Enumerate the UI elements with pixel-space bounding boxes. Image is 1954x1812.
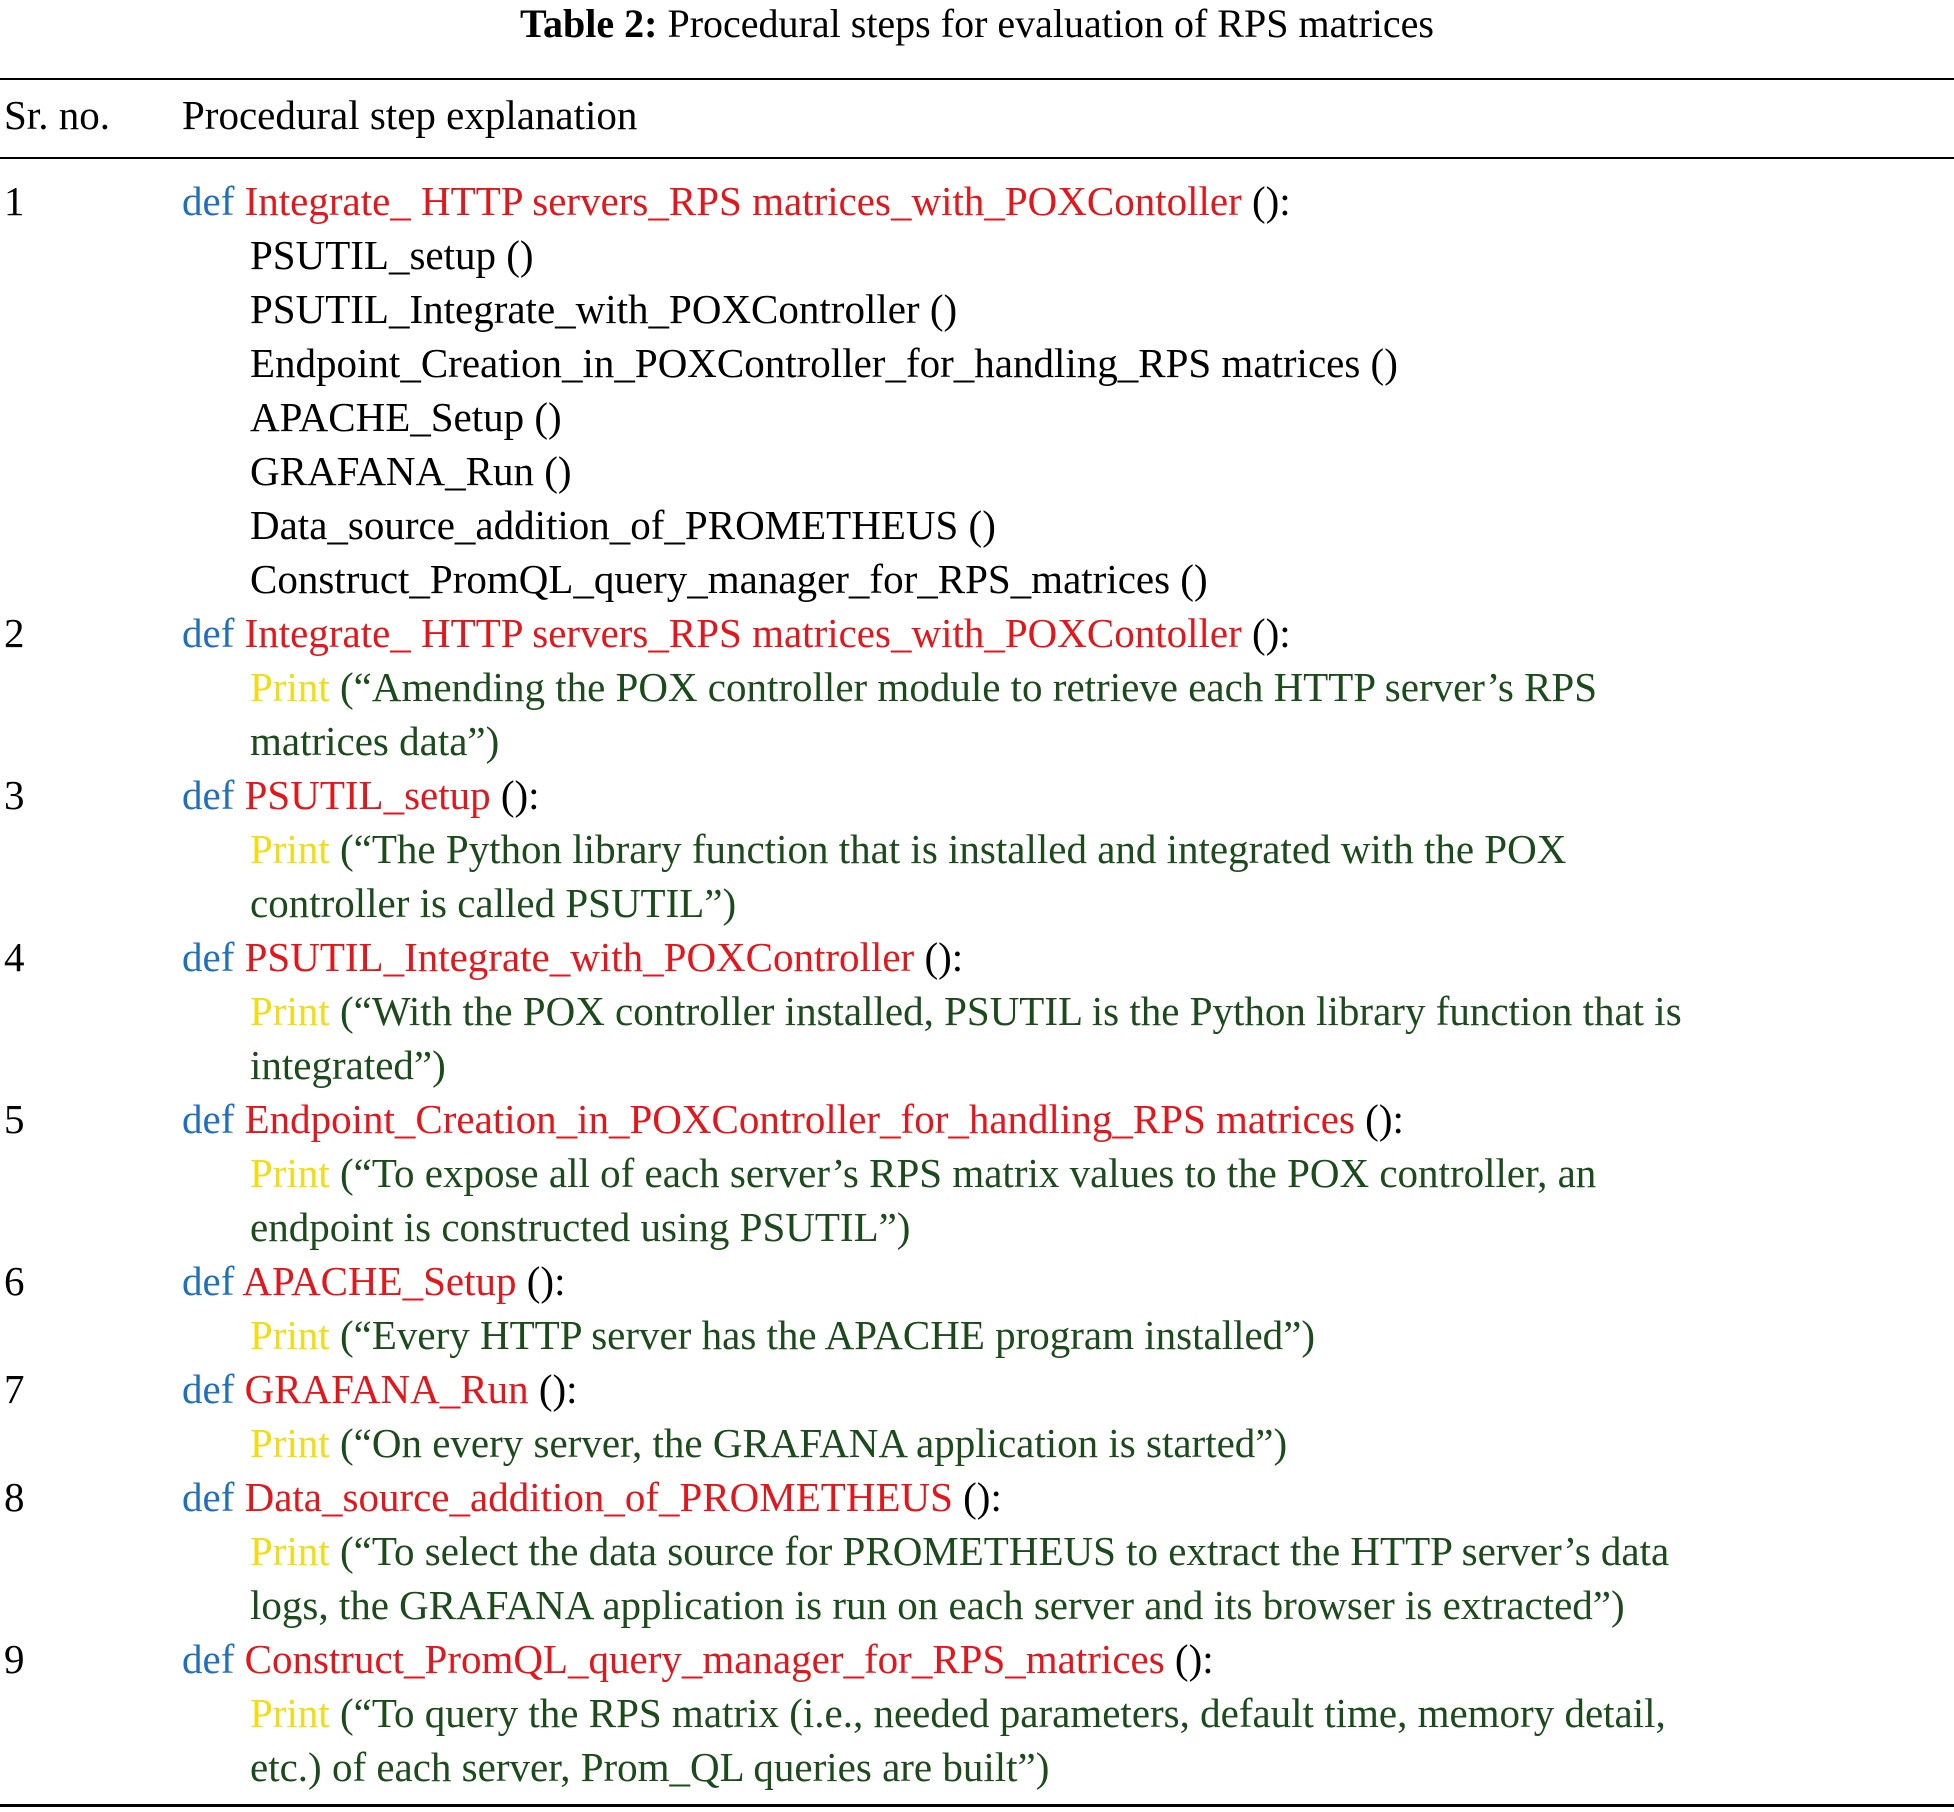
step-print-line xyxy=(0,1146,1954,1200)
column-header-explanation: Procedural step explanation xyxy=(182,92,638,138)
function-name: Integrate_ HTTP servers_RPS matrices_with_POXContoller xyxy=(244,610,1242,656)
table-caption xyxy=(0,0,1954,48)
function-suffix: (): xyxy=(952,1474,1002,1520)
step-print-line xyxy=(0,1686,1954,1740)
print-text-continued: etc.) of each server, Prom_QL queries are built”) xyxy=(250,1744,1050,1790)
def-keyword: def xyxy=(182,1474,235,1520)
def-keyword: def xyxy=(182,1096,235,1142)
print-text-continued: logs, the GRAFANA application is run on each server and its browser is extracted”) xyxy=(250,1582,1625,1628)
step-number: 9 xyxy=(4,1636,25,1682)
def-keyword: def xyxy=(182,772,235,818)
def-keyword: def xyxy=(182,934,235,980)
step-number: 5 xyxy=(4,1096,25,1142)
table-row xyxy=(0,174,1954,228)
function-name: Endpoint_Creation_in_POXController_for_handling_RPS matrices xyxy=(244,1096,1355,1142)
print-text-continued: matrices data”) xyxy=(250,718,500,764)
def-keyword: def xyxy=(182,1636,235,1682)
print-text: (“Every HTTP server has the APACHE program installed”) xyxy=(329,1312,1316,1358)
step-number: 8 xyxy=(4,1474,25,1520)
function-suffix: (): xyxy=(914,934,964,980)
def-keyword: def xyxy=(182,1366,235,1412)
step-definition xyxy=(182,606,1291,660)
function-call: APACHE_Setup () xyxy=(250,394,562,440)
print-text-continued: endpoint is constructed using PSUTIL”) xyxy=(250,1204,911,1250)
step-print-line xyxy=(0,1524,1954,1578)
table-caption-text: Procedural steps for evaluation of RPS matrices xyxy=(667,1,1434,46)
def-keyword: def xyxy=(182,610,235,656)
step-print-line xyxy=(0,876,1954,930)
print-text: (“To expose all of each server’s RPS matrix values to the POX controller, an xyxy=(329,1150,1597,1196)
print-keyword: Print xyxy=(250,1690,330,1736)
print-keyword: Print xyxy=(250,1420,330,1466)
step-call-line xyxy=(0,444,1954,498)
print-text: (“On every server, the GRAFANA application is started”) xyxy=(329,1420,1288,1466)
print-keyword: Print xyxy=(250,988,330,1034)
function-suffix: (): xyxy=(528,1366,578,1412)
function-call: GRAFANA_Run () xyxy=(250,448,572,494)
step-definition xyxy=(182,1470,1002,1524)
step-print-line xyxy=(0,1038,1954,1092)
step-definition xyxy=(182,768,540,822)
step-call-line xyxy=(0,552,1954,606)
table-row xyxy=(0,930,1954,984)
step-print-line xyxy=(0,1740,1954,1794)
step-print-line xyxy=(0,1578,1954,1632)
def-keyword: def xyxy=(182,178,235,224)
step-definition xyxy=(182,174,1291,228)
step-print-line xyxy=(0,822,1954,876)
function-call: PSUTIL_setup () xyxy=(250,232,534,278)
function-suffix: (): xyxy=(1241,610,1291,656)
print-text: (“The Python library function that is installed and integrated with the POX xyxy=(329,826,1567,872)
table-row xyxy=(0,768,1954,822)
header-rule xyxy=(0,157,1954,159)
step-definition xyxy=(182,1362,578,1416)
step-call-line xyxy=(0,282,1954,336)
function-name: APACHE_Setup xyxy=(242,1258,517,1304)
step-print-line xyxy=(0,714,1954,768)
def-keyword: def xyxy=(182,1258,235,1304)
function-suffix: (): xyxy=(1241,178,1291,224)
step-call-line xyxy=(0,390,1954,444)
step-print-line xyxy=(0,984,1954,1038)
top-rule xyxy=(0,78,1954,80)
table-caption-label: Table 2: xyxy=(520,1,658,46)
function-suffix: (): xyxy=(490,772,540,818)
table-body xyxy=(0,174,1954,1794)
print-keyword: Print xyxy=(250,664,330,710)
print-text: (“To select the data source for PROMETHEUS to extract the HTTP server’s data xyxy=(329,1528,1670,1574)
step-definition xyxy=(182,930,963,984)
print-text: (“Amending the POX controller module to retrieve each HTTP server’s RPS xyxy=(329,664,1598,710)
table-row xyxy=(0,1092,1954,1146)
print-text: (“To query the RPS matrix (i.e., needed parameters, default time, memory detail, xyxy=(329,1690,1666,1736)
function-suffix: (): xyxy=(1164,1636,1214,1682)
bottom-rule xyxy=(0,1804,1954,1807)
function-suffix: (): xyxy=(516,1258,566,1304)
table-row xyxy=(0,1632,1954,1686)
step-number: 3 xyxy=(4,772,25,818)
print-text: (“With the POX controller installed, PSUTIL is the Python library function that is xyxy=(329,988,1682,1034)
step-print-line xyxy=(0,1200,1954,1254)
step-number: 1 xyxy=(4,178,25,224)
step-definition xyxy=(182,1092,1404,1146)
function-suffix: (): xyxy=(1354,1096,1404,1142)
function-name: Integrate_ HTTP servers_RPS matrices_with_POXContoller xyxy=(244,178,1242,224)
step-print-line xyxy=(0,660,1954,714)
table-row xyxy=(0,1470,1954,1524)
table-row xyxy=(0,606,1954,660)
function-call: PSUTIL_Integrate_with_POXController () xyxy=(250,286,958,332)
step-print-line xyxy=(0,1308,1954,1362)
step-number: 7 xyxy=(4,1366,25,1412)
function-name: PSUTIL_Integrate_with_POXController xyxy=(244,934,915,980)
step-call-line xyxy=(0,228,1954,282)
step-call-line xyxy=(0,498,1954,552)
step-definition xyxy=(182,1632,1214,1686)
step-number: 4 xyxy=(4,934,25,980)
table-row xyxy=(0,1254,1954,1308)
function-call: Construct_PromQL_query_manager_for_RPS_matrices () xyxy=(250,556,1208,602)
function-call: Endpoint_Creation_in_POXController_for_handling_RPS matrices () xyxy=(250,340,1398,386)
function-name: Data_source_addition_of_PROMETHEUS xyxy=(244,1474,953,1520)
function-call: Data_source_addition_of_PROMETHEUS () xyxy=(250,502,996,548)
function-name: Construct_PromQL_query_manager_for_RPS_matrices xyxy=(244,1636,1165,1682)
function-name: PSUTIL_setup xyxy=(244,772,491,818)
print-keyword: Print xyxy=(250,1150,330,1196)
step-number: 2 xyxy=(4,610,25,656)
print-text-continued: integrated”) xyxy=(250,1042,446,1088)
column-header-sr-no: Sr. no. xyxy=(4,92,110,138)
step-definition xyxy=(182,1254,565,1308)
step-number: 6 xyxy=(4,1258,25,1304)
print-keyword: Print xyxy=(250,1312,330,1358)
step-print-line xyxy=(0,1416,1954,1470)
print-text-continued: controller is called PSUTIL”) xyxy=(250,880,737,926)
table-row xyxy=(0,1362,1954,1416)
step-call-line xyxy=(0,336,1954,390)
print-keyword: Print xyxy=(250,826,330,872)
print-keyword: Print xyxy=(250,1528,330,1574)
function-name: GRAFANA_Run xyxy=(244,1366,529,1412)
